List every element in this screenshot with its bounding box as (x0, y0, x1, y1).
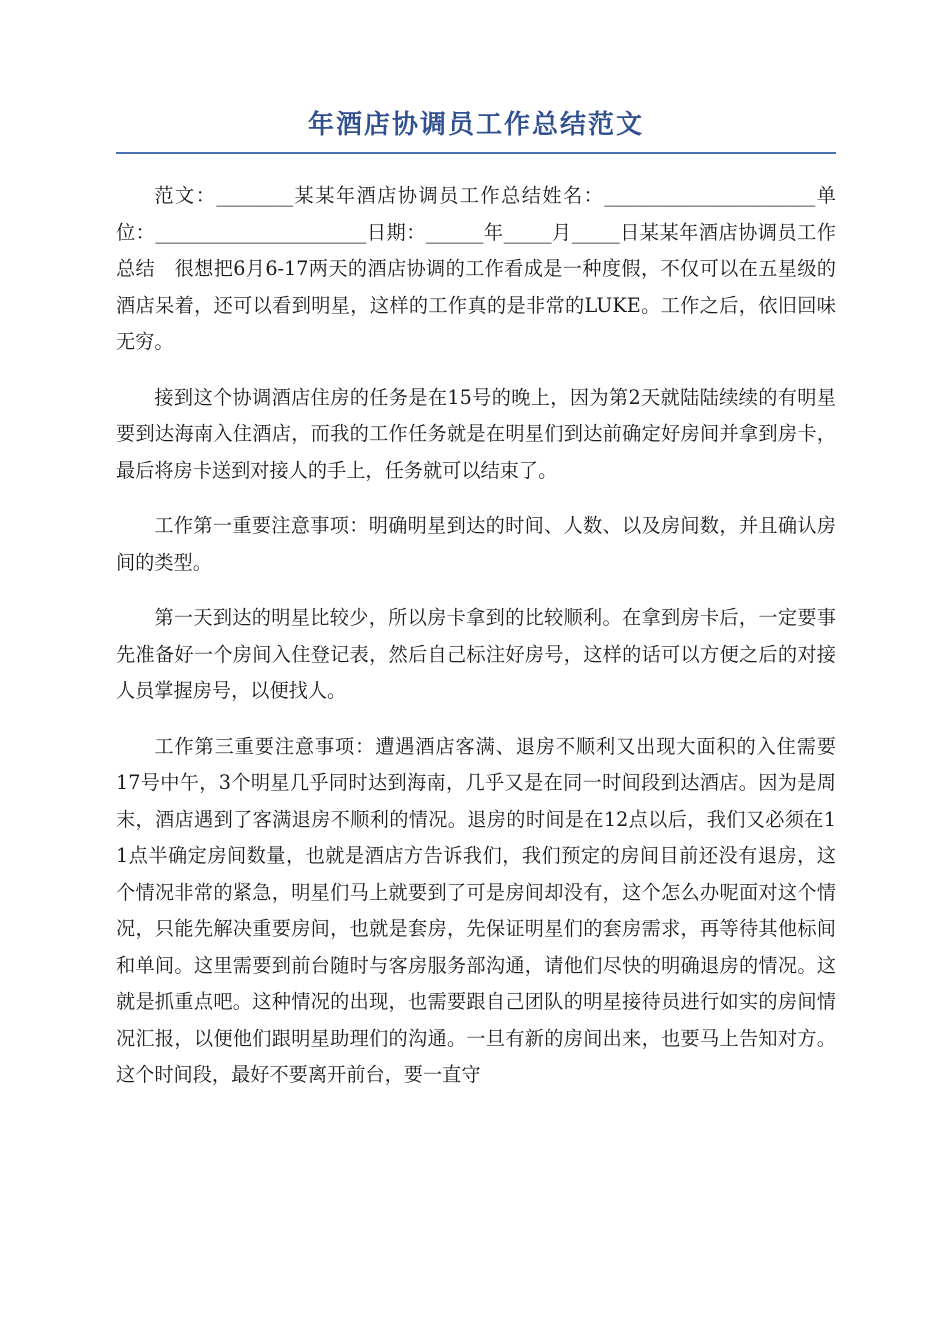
document-page (116, 108, 856, 1113)
paragraph: 第一天到达的明星比较少，所以房卡拿到的比较顺利。在拿到房卡后，一定要事先准备好一个房间入住登记表，然后自己标注好房号，这样的话可以方便之后的对接人员掌握房号，以便找人。 (116, 606, 836, 702)
document-body (116, 178, 856, 1094)
document-title: 年酒店协调员工作总结范文 (116, 108, 836, 154)
paragraph: 范文：________某某年酒店协调员工作总结姓名：______________________单位：______________________日期：______年_____月_____日某某年酒店协调员工作总结 很想把6月6-17两天的酒店协调的工作看成是一种度假，不仅可以在五星级的酒店呆着，还可以看到明星，这样的工作真的是非常的LUKE。工作之后，依旧回味无穷。 (116, 184, 836, 353)
paragraph: 工作第一重要注意事项：明确明星到达的时间、人数、以及房间数，并且确认房间的类型。 (116, 514, 836, 574)
paragraph: 工作第三重要注意事项：遭遇酒店客满、退房不顺利又出现大面积的入住需要 17号中午，3个明星几乎同时达到海南，几乎又是在同一时间段到达酒店。因为是周末，酒店遇到了客满退房不顺利的情况。退房的时间是在12点以后，我们又必须在11点半确定房间数量，也就是酒店方告诉我们，我们预定的房间目前还没有退房，这个情况非常的紧急，明星们马上就要到了可是房间却没有，这个怎么办呢面对这个情况，只能先解决重要房间，也就是套房，先保证明星们的套房需求，再等待其他标间和单间。这里需要到前台随时与客房服务部沟通，请他们尽快的明确退房的情况。这就是抓重点吧。这种情况的出现，也需要跟自己团队的明星接待员进行如实的房间情况汇报，以便他们跟明星助理们的沟通。一旦有新的房间出来，也要马上告知对方。这个时间段，最好不要离开前台，要一直守 (116, 734, 856, 1086)
paragraph: 接到这个协调酒店住房的任务是在15号的晚上，因为第2天就陆陆续续的有明星要到达海南入住酒店，而我的工作任务就是在明星们到达前确定好房间并拿到房卡，最后将房卡送到对接人的手上，任务就可以结束了。 (116, 385, 836, 482)
